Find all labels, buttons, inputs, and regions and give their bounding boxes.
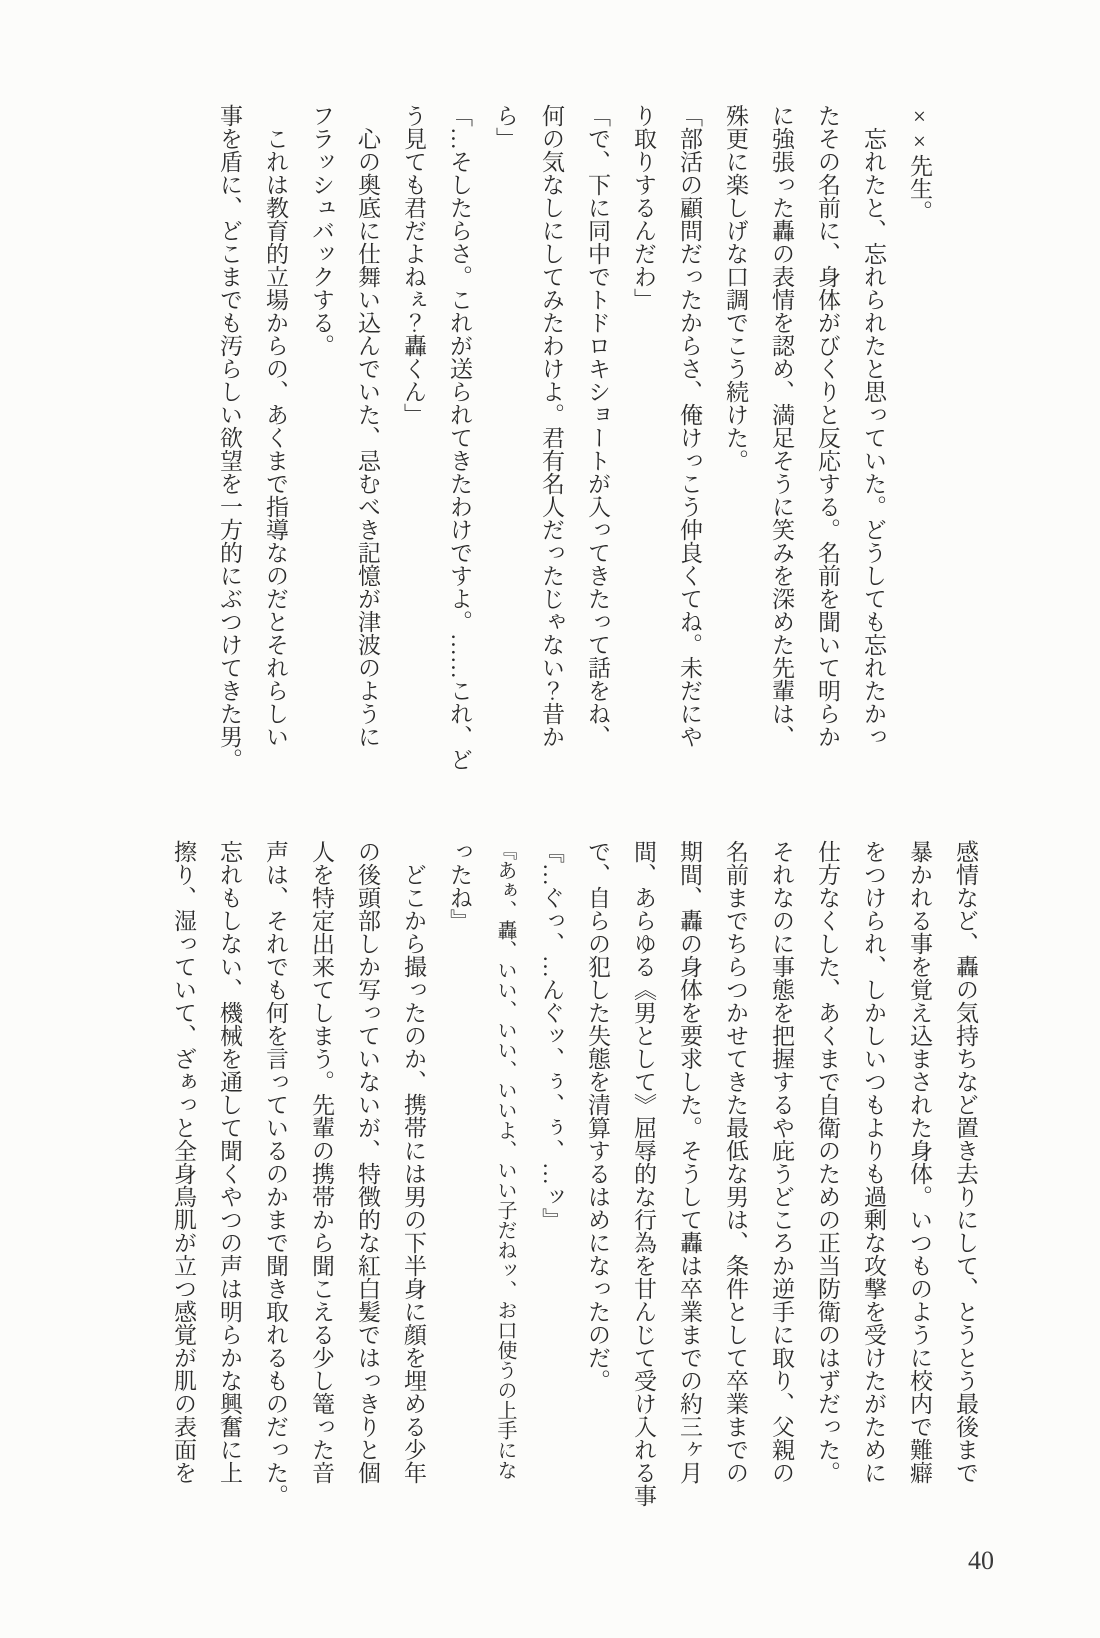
text-line: 感情など、轟の気持ちなど置き去りにして、とうとう最後まで — [953, 840, 978, 1484]
text-line: 心の奥底に仕舞い込んでいた、忌むべき記憶が津波のように — [355, 104, 380, 748]
text-line: 暴かれる事を覚え込まされた身体。いつものように校内で難癖 — [907, 840, 932, 1484]
text-line: たその名前に、身体がびくりと反応する。名前を聞いて明らか — [815, 104, 840, 748]
text-line: 「部活の顧問だったからさ、俺けっこう仲良くてね。未だにや — [677, 104, 702, 748]
text-line: 忘れもしない、機械を通して聞くやつの声は明らかな興奮に上 — [217, 840, 242, 1484]
text-line: で、自らの犯した失態を清算するはめになったのだ。 — [585, 840, 610, 1392]
text-line: う見ても君だよねぇ？轟くん」 — [401, 104, 426, 426]
text-line: 声は、それでも何を言っているのかまで聞き取れるものだった。 — [263, 840, 288, 1507]
text-line: 擦り、湿っていて、ざぁっと全身鳥肌が立つ感覚が肌の表面を — [171, 840, 196, 1484]
text-line: どこから撮ったのか、携帯には男の下半身に顔を埋める少年 — [401, 840, 426, 1484]
text-line: 名前までちらつかせてきた最低な男は、条件として卒業までの — [723, 840, 748, 1484]
text-line: ××先生。 — [907, 104, 932, 223]
page-number: 40 — [968, 1546, 994, 1575]
text-line: 殊更に楽しげな口調でこう続けた。 — [723, 104, 748, 472]
text-line: をつけられ、しかしいつもよりも過剰な攻撃を受けたがために — [861, 840, 886, 1484]
text-line: に強張った轟の表情を認め、満足そうに笑みを深めた先輩は、 — [769, 104, 794, 748]
text-line: ら」 — [493, 104, 518, 150]
text-line: 事を盾に、どこまでも汚らしい欲望を一方的にぶつけてきた男。 — [217, 104, 242, 771]
text-line: 何の気なしにしてみたわけよ。君有名人だったじゃない？昔か — [539, 104, 564, 748]
text-line: り取りするんだわ」 — [631, 104, 656, 311]
text-line: 仕方なくした、あくまで自衛のための正当防衛のはずだった。 — [815, 840, 840, 1484]
text-line: 人を特定出来てしまう。先輩の携帯から聞こえる少し篭った音 — [309, 840, 334, 1484]
text-line: 忘れたと、忘れられたと思っていた。どうしても忘れたかっ — [861, 104, 886, 748]
text-line: ったね』 — [447, 840, 472, 932]
text-line: 「…そしたらさ。これが送られてきたわけですよ。……これ、ど — [447, 104, 472, 771]
text-line: 『…ぐっ、…んぐッ、ぅ、ぅ、…ッ』 — [539, 840, 564, 1231]
text-line: の後頭部しか写っていないが、特徴的な紅白髪ではっきりと個 — [355, 840, 380, 1484]
text-line: 間、あらゆる《男として》屈辱的な行為を甘んじて受け入れる事 — [631, 840, 656, 1507]
text-line: これは教育的立場からの、あくまで指導なのだとそれらしい — [263, 104, 288, 748]
text-line: それなのに事態を把握するや庇うどころか逆手に取り、父親の — [769, 840, 794, 1484]
text-line: 『あぁ、轟、いい、いい、いいよ、いい子だねッ、お口使うの上手にな — [494, 840, 516, 1480]
text-line: 期間、轟の身体を要求した。そうして轟は卒業までの約三ヶ月 — [677, 840, 702, 1484]
text-line: フラッシュバックする。 — [309, 104, 334, 357]
text-block-top — [206, 104, 942, 780]
text-block-bottom — [160, 840, 988, 1508]
text-line: 「で、下に同中でトドロキショートが入ってきたって話をね、 — [585, 104, 610, 748]
